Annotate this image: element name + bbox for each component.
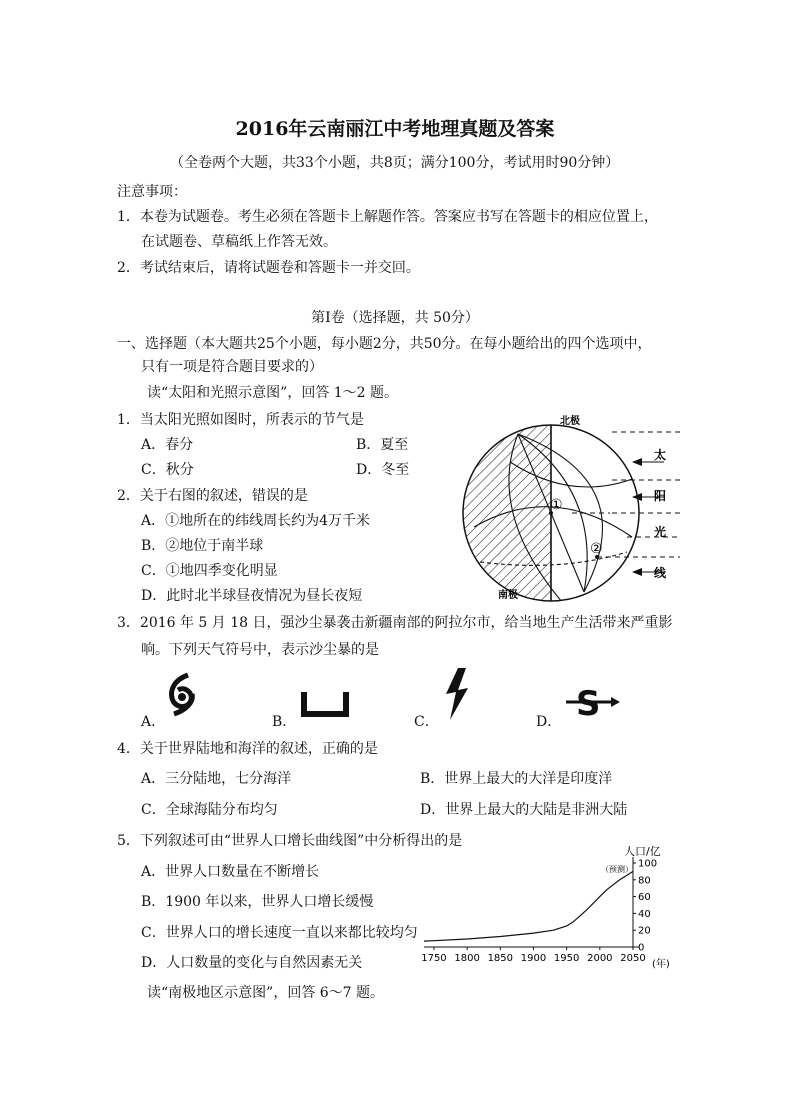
q2-option-d: D．此时北半球昼夜情况为昼长夜短 <box>141 588 363 604</box>
q5-option-c: C．世界人口的增长速度一直以来都比较均匀 <box>141 925 418 941</box>
q5-option-d: D．人口数量的变化与自然因素无关 <box>141 955 363 971</box>
q4-option-b: B．世界上最大的大洋是印度洋 <box>420 771 613 787</box>
q4-stem: 4．关于世界陆地和海洋的叙述，正确的是 <box>117 741 378 757</box>
chart-y-tick-label: 100 <box>638 858 658 870</box>
q1-option-d: D．冬至 <box>356 462 410 478</box>
point-2-label: ② <box>590 541 603 557</box>
frost-symbol-icon <box>300 690 350 718</box>
chart-y-tick-label: 60 <box>638 892 651 904</box>
note-1-line-2: 在试题卷、草稿纸上作答无效。 <box>141 234 337 250</box>
chart-x-tick-label: 2000 <box>587 953 613 964</box>
exam-info: （全卷两个大题，共33个小题，共8页；满分100分，考试用时90分钟） <box>170 155 620 171</box>
q3-option-d: D． <box>536 714 562 730</box>
sunray-label-1: 太 <box>654 448 667 462</box>
q1-option-b: B．夏至 <box>356 437 409 453</box>
q3-line-2: 响。下列天气符号中，表示沙尘暴的是 <box>141 642 379 658</box>
typhoon-symbol-icon <box>166 672 198 718</box>
sunray-label-4: 线 <box>654 566 667 580</box>
sunlight-globe-diagram <box>452 412 688 604</box>
read-instruction-2: 读“南极地区示意图”，回答 6～7 题。 <box>147 985 385 1001</box>
section1-line-2: 只有一项是符合题目要求的） <box>141 359 323 375</box>
q3-option-b: B． <box>272 714 297 730</box>
q1-option-c: C．秋分 <box>141 462 194 478</box>
sandstorm-symbol-icon <box>564 684 622 720</box>
chart-series-line <box>424 871 633 941</box>
sunray-label-2: 阳 <box>654 489 667 503</box>
chart-y-tick-label: 20 <box>638 925 651 937</box>
chart-y-tick-label: 40 <box>638 908 651 920</box>
q2-option-c: C．①地四季变化明显 <box>141 563 278 579</box>
q2-option-b: B．②地位于南半球 <box>141 538 264 554</box>
q5-option-b: B．1900 年以来，世界人口增长缓慢 <box>141 894 374 910</box>
south-pole-label: 南极 <box>498 590 518 601</box>
chart-xlabel: (年) <box>652 959 670 970</box>
svg-text:S: S <box>576 684 601 720</box>
page-title: 2016年云南丽江中考地理真题及答案 <box>235 118 555 140</box>
notes-heading: 注意事项： <box>117 184 187 200</box>
part1-heading: 第Ⅰ卷（选择题，共 50分） <box>311 310 479 326</box>
q1-stem: 1．当太阳光照如图时，所表示的节气是 <box>117 412 364 428</box>
q4-option-c: C．全球海陆分布均匀 <box>141 802 278 818</box>
q2-stem: 2．关于右图的叙述，错误的是 <box>117 488 308 504</box>
note-2: 2．考试结束后，请将试题卷和答题卡一并交回。 <box>117 260 420 276</box>
chart-x-tick-label: 1900 <box>520 953 547 964</box>
q4-option-a: A．三分陆地，七分海洋 <box>141 771 292 787</box>
chart-x-tick-label: 1850 <box>487 953 514 964</box>
chart-ylabel: 人口/亿 <box>624 845 661 858</box>
chart-x-tick-label: 1750 <box>421 953 447 964</box>
north-pole-label: 北极 <box>560 416 580 427</box>
read-instruction-1: 读“太阳和光照示意图”，回答 1～2 题。 <box>147 385 399 401</box>
note-1-line-1: 1．本卷为试题卷。考生必须在答题卡上解题作答。答案应书写在答题卡的相应位置上， <box>117 209 658 225</box>
q1-option-a: A．春分 <box>141 437 194 453</box>
chart-y-tick-label: 80 <box>638 875 651 887</box>
sunray-label-3: 光 <box>654 525 667 539</box>
q3-option-a: A． <box>141 714 166 730</box>
q2-option-a: A．①地所在的纬线周长约为4万千米 <box>141 513 371 529</box>
chart-y-tick-label: 0 <box>638 942 645 954</box>
q5-stem: 5．下列叙述可由“世界人口增长曲线图”中分析得出的是 <box>117 833 463 849</box>
q3-line-1: 3．2016 年 5 月 18 日，强沙尘暴袭击新疆南部的阿拉尔市，给当地生产生活带来严重影 <box>117 615 673 631</box>
population-growth-chart <box>418 843 678 973</box>
point-1-label: ① <box>550 497 563 513</box>
section1-line-1: 一、选择题（本大题共25个小题，每小题2分，共50分。在每小题给出的四个选项中， <box>117 336 652 352</box>
q3-option-c: C． <box>414 714 439 730</box>
chart-x-tick-label: 2050 <box>620 953 646 964</box>
q5-option-a: A．世界人口数量在不断增长 <box>141 864 320 880</box>
q4-option-d: D．世界上最大的大陆是非洲大陆 <box>420 802 628 818</box>
chart-x-tick-label: 1950 <box>553 953 580 964</box>
chart-annotation: （预测） <box>601 865 633 874</box>
chart-x-tick-label: 1800 <box>454 953 480 964</box>
thunderstorm-symbol-icon <box>440 668 472 722</box>
